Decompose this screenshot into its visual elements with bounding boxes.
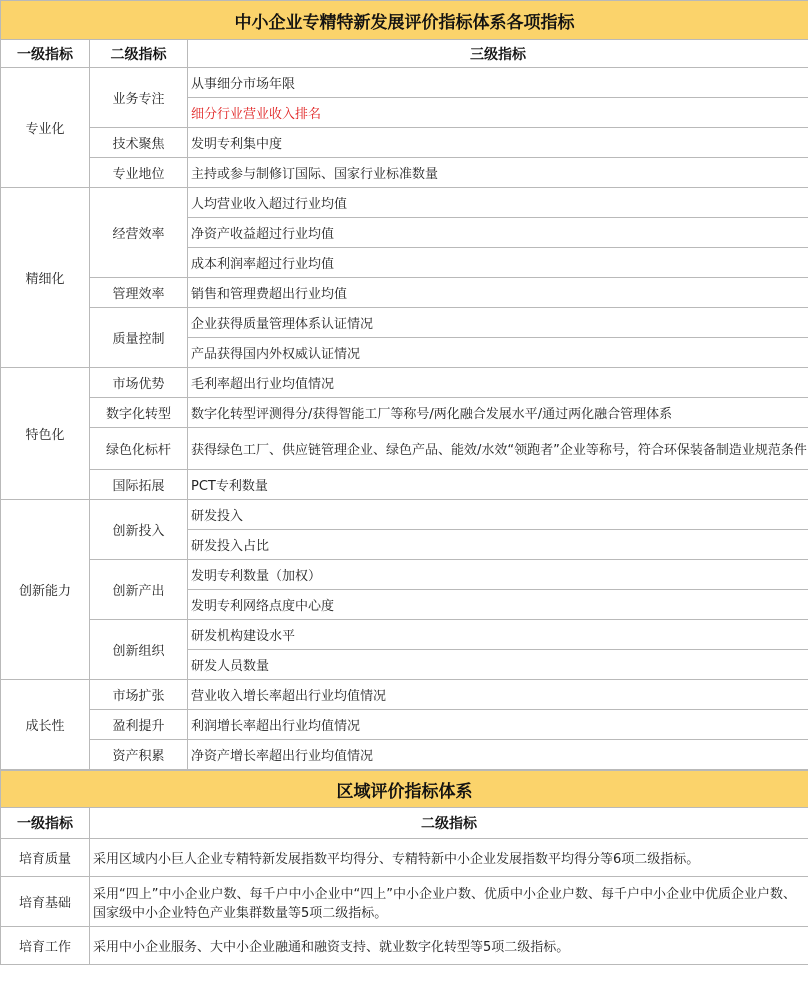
level3-cell: 净资产增长率超出行业均值情况 <box>188 740 808 770</box>
section2-body <box>1 771 808 965</box>
regional-level2-cell: 采用中小企业服务、大中小企业融通和融资支持、就业数字化转型等5项二级指标。 <box>90 927 808 965</box>
table-row <box>1 470 808 500</box>
level3-cell: 成本利润率超过行业均值 <box>188 248 808 278</box>
table-row <box>1 877 808 927</box>
level1-cell: 成长性 <box>1 680 90 770</box>
level1-cell: 创新能力 <box>1 500 90 680</box>
section1-title: 中小企业专精特新发展评价指标体系各项指标 <box>1 1 808 40</box>
regional-level1-cell: 培育基础 <box>1 877 90 927</box>
table-row <box>1 128 808 158</box>
table-row <box>1 710 808 740</box>
level2-cell: 市场优势 <box>90 368 188 398</box>
level3-cell: 发明专利网络点度中心度 <box>188 590 808 620</box>
s2-header-level1: 一级指标 <box>1 808 90 839</box>
level2-cell: 创新组织 <box>90 620 188 680</box>
level3-cell: 研发投入 <box>188 500 808 530</box>
level3-cell: 研发人员数量 <box>188 650 808 680</box>
level1-cell: 专业化 <box>1 68 90 188</box>
section2-title-row <box>1 771 808 808</box>
level3-cell: 从事细分市场年限 <box>188 68 808 98</box>
level2-cell: 质量控制 <box>90 308 188 368</box>
level1-cell: 精细化 <box>1 188 90 368</box>
level3-cell: 人均营业收入超过行业均值 <box>188 188 808 218</box>
table-row <box>1 740 808 770</box>
table-row <box>1 927 808 965</box>
level3-cell: 净资产收益超过行业均值 <box>188 218 808 248</box>
level3-cell: 产品获得国内外权威认证情况 <box>188 338 808 368</box>
level3-cell: 细分行业营业收入排名 <box>188 98 808 128</box>
level2-cell: 创新投入 <box>90 500 188 560</box>
table-row <box>1 428 808 470</box>
section1-header-row <box>1 40 808 68</box>
level2-cell: 绿色化标杆 <box>90 428 188 470</box>
level2-cell: 数字化转型 <box>90 398 188 428</box>
table-row <box>1 188 808 218</box>
level2-cell: 市场扩张 <box>90 680 188 710</box>
level3-cell: 研发机构建设水平 <box>188 620 808 650</box>
level3-cell: 获得绿色工厂、供应链管理企业、绿色产品、能效/水效“领跑者”企业等称号，符合环保装备制造业规范条件 <box>188 428 808 470</box>
level3-cell: 数字化转型评测得分/获得智能工厂等称号/两化融合发展水平/通过两化融合管理体系 <box>188 398 808 428</box>
table-row <box>1 680 808 710</box>
table-row <box>1 308 808 338</box>
level2-cell: 管理效率 <box>90 278 188 308</box>
header-level2: 二级指标 <box>90 40 188 68</box>
level1-cell: 特色化 <box>1 368 90 500</box>
level2-cell: 专业地位 <box>90 158 188 188</box>
section2-header-row <box>1 808 808 839</box>
header-level1: 一级指标 <box>1 40 90 68</box>
table-row <box>1 158 808 188</box>
level2-cell: 资产积累 <box>90 740 188 770</box>
level3-cell: 利润增长率超出行业均值情况 <box>188 710 808 740</box>
section1-title-row <box>1 1 808 40</box>
table-row <box>1 620 808 650</box>
table-row <box>1 500 808 530</box>
level3-cell: 发明专利集中度 <box>188 128 808 158</box>
level3-cell: 企业获得质量管理体系认证情况 <box>188 308 808 338</box>
level2-cell: 创新产出 <box>90 560 188 620</box>
section2-title: 区域评价指标体系 <box>1 771 808 808</box>
table-row <box>1 398 808 428</box>
level3-cell: PCT专利数量 <box>188 470 808 500</box>
header-level3: 三级指标 <box>188 40 808 68</box>
table-row <box>1 68 808 98</box>
regional-level2-cell: 采用“四上”中小企业户数、每千户中小企业中“四上”中小企业户数、优质中小企业户数、每千户中小企业中优质企业户数、国家级中小企业特色产业集群数量等5项二级指标。 <box>90 877 808 927</box>
level3-cell: 营业收入增长率超出行业均值情况 <box>188 680 808 710</box>
level3-cell: 发明专利数量（加权） <box>188 560 808 590</box>
table-row <box>1 839 808 877</box>
s2-header-level2: 二级指标 <box>90 808 808 839</box>
regional-level1-cell: 培育质量 <box>1 839 90 877</box>
level2-cell: 国际拓展 <box>90 470 188 500</box>
level2-cell: 经营效率 <box>90 188 188 278</box>
level3-cell: 销售和管理费超出行业均值 <box>188 278 808 308</box>
level2-cell: 盈利提升 <box>90 710 188 740</box>
level2-cell: 业务专注 <box>90 68 188 128</box>
regional-table <box>0 770 808 965</box>
table-row <box>1 560 808 590</box>
table-row <box>1 368 808 398</box>
section1-body <box>1 1 808 770</box>
level3-cell: 主持或参与制修订国际、国家行业标准数量 <box>188 158 808 188</box>
level2-cell: 技术聚焦 <box>90 128 188 158</box>
regional-level1-cell: 培育工作 <box>1 927 90 965</box>
level3-cell: 研发投入占比 <box>188 530 808 560</box>
level3-cell: 毛利率超出行业均值情况 <box>188 368 808 398</box>
table-row <box>1 278 808 308</box>
regional-level2-cell: 采用区域内小巨人企业专精特新发展指数平均得分、专精特新中小企业发展指数平均得分等6项二级指标。 <box>90 839 808 877</box>
